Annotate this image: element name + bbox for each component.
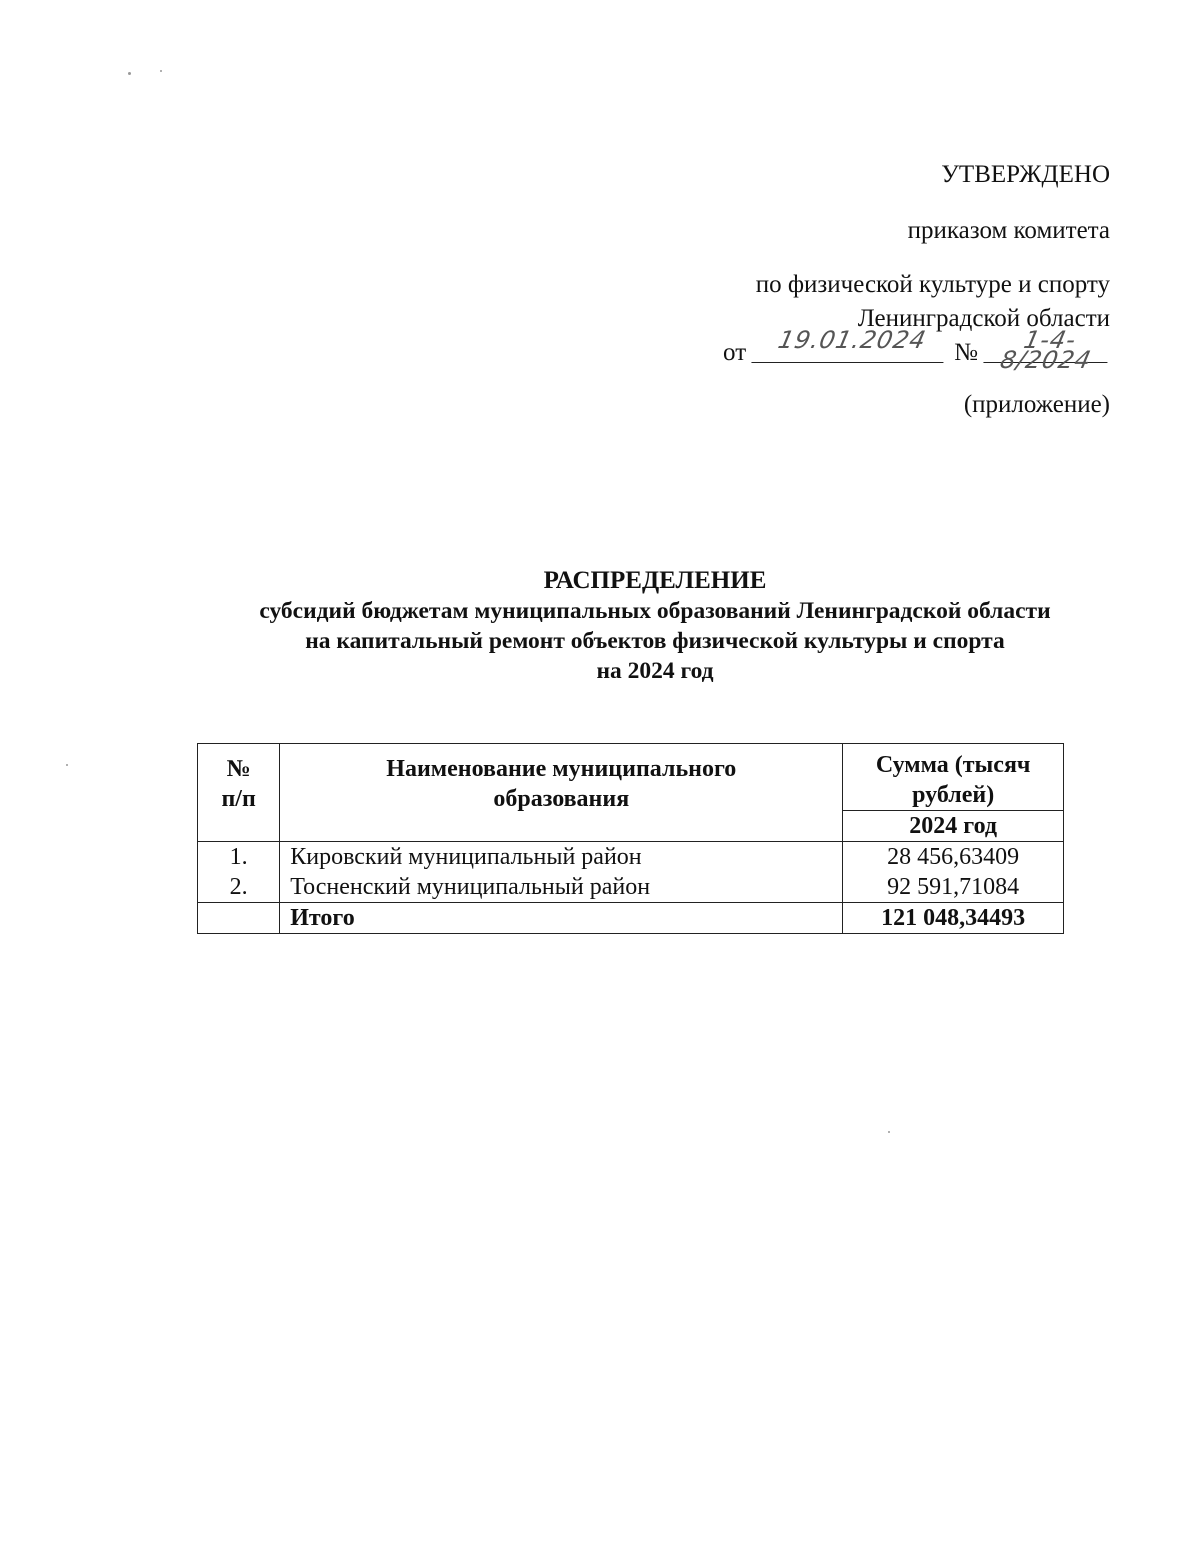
order-date-handwritten: 19.01.2024 (775, 326, 930, 354)
table-row-num: 2. (229, 874, 248, 900)
total-label: Итого (280, 903, 843, 934)
order-date-field (751, 326, 948, 363)
table-row-name: Тосненский муниципальный район (290, 874, 651, 900)
approval-block (590, 158, 1110, 422)
header-num-text: № п/п (221, 756, 256, 812)
rows-num-cell (198, 842, 280, 903)
header-sum-text: Сумма (тысяч рублей) (875, 752, 1031, 808)
header-name-text: Наименование муниципального образования (386, 756, 737, 812)
header-year: 2024 год (843, 811, 1064, 842)
scan-speck (66, 764, 68, 766)
heading-line-1: субсидий бюджетам муниципальных образований Ленинградской области (259, 598, 1051, 624)
approval-line-3: Ленинградской области (857, 305, 1110, 332)
rows-name-cell (280, 842, 843, 903)
table-header-row (198, 744, 1064, 811)
total-empty-cell (198, 903, 280, 934)
approval-line-1: приказом комитета (907, 217, 1110, 244)
document-title: РАСПРЕДЕЛЕНИЕ (543, 567, 767, 594)
appendix-label: (приложение) (963, 391, 1110, 418)
scan-speck (128, 72, 131, 75)
order-number-handwritten: 1-4-8/2024 (997, 326, 1095, 374)
number-label: № (954, 339, 978, 366)
header-sum (843, 744, 1064, 811)
rows-sum-cell (843, 842, 1064, 903)
table-row-name: Кировский муниципальный район (290, 844, 642, 870)
distribution-table (197, 743, 1064, 934)
table-body-row (198, 842, 1064, 903)
from-label: от (723, 339, 747, 366)
header-num (198, 744, 280, 842)
header-name (280, 744, 843, 842)
heading-line-3: на 2024 год (596, 658, 714, 684)
table-row-num: 1. (229, 844, 248, 870)
order-reference (590, 326, 1110, 374)
approval-title: УТВЕРЖДЕНО (941, 161, 1110, 188)
heading-line-2: на капитальный ремонт объектов физической культуры и спорта (305, 628, 1005, 654)
table-row-sum: 92 591,71084 (887, 874, 1020, 900)
document-heading (190, 566, 1120, 686)
table-total-row (198, 903, 1064, 934)
approval-line-2: по физической культуре и спорту (755, 271, 1110, 298)
scan-speck (888, 1131, 890, 1133)
table-row-sum: 28 456,63409 (887, 844, 1020, 870)
total-sum: 121 048,34493 (843, 903, 1064, 934)
order-number-field (983, 326, 1112, 374)
scan-speck (160, 70, 162, 72)
